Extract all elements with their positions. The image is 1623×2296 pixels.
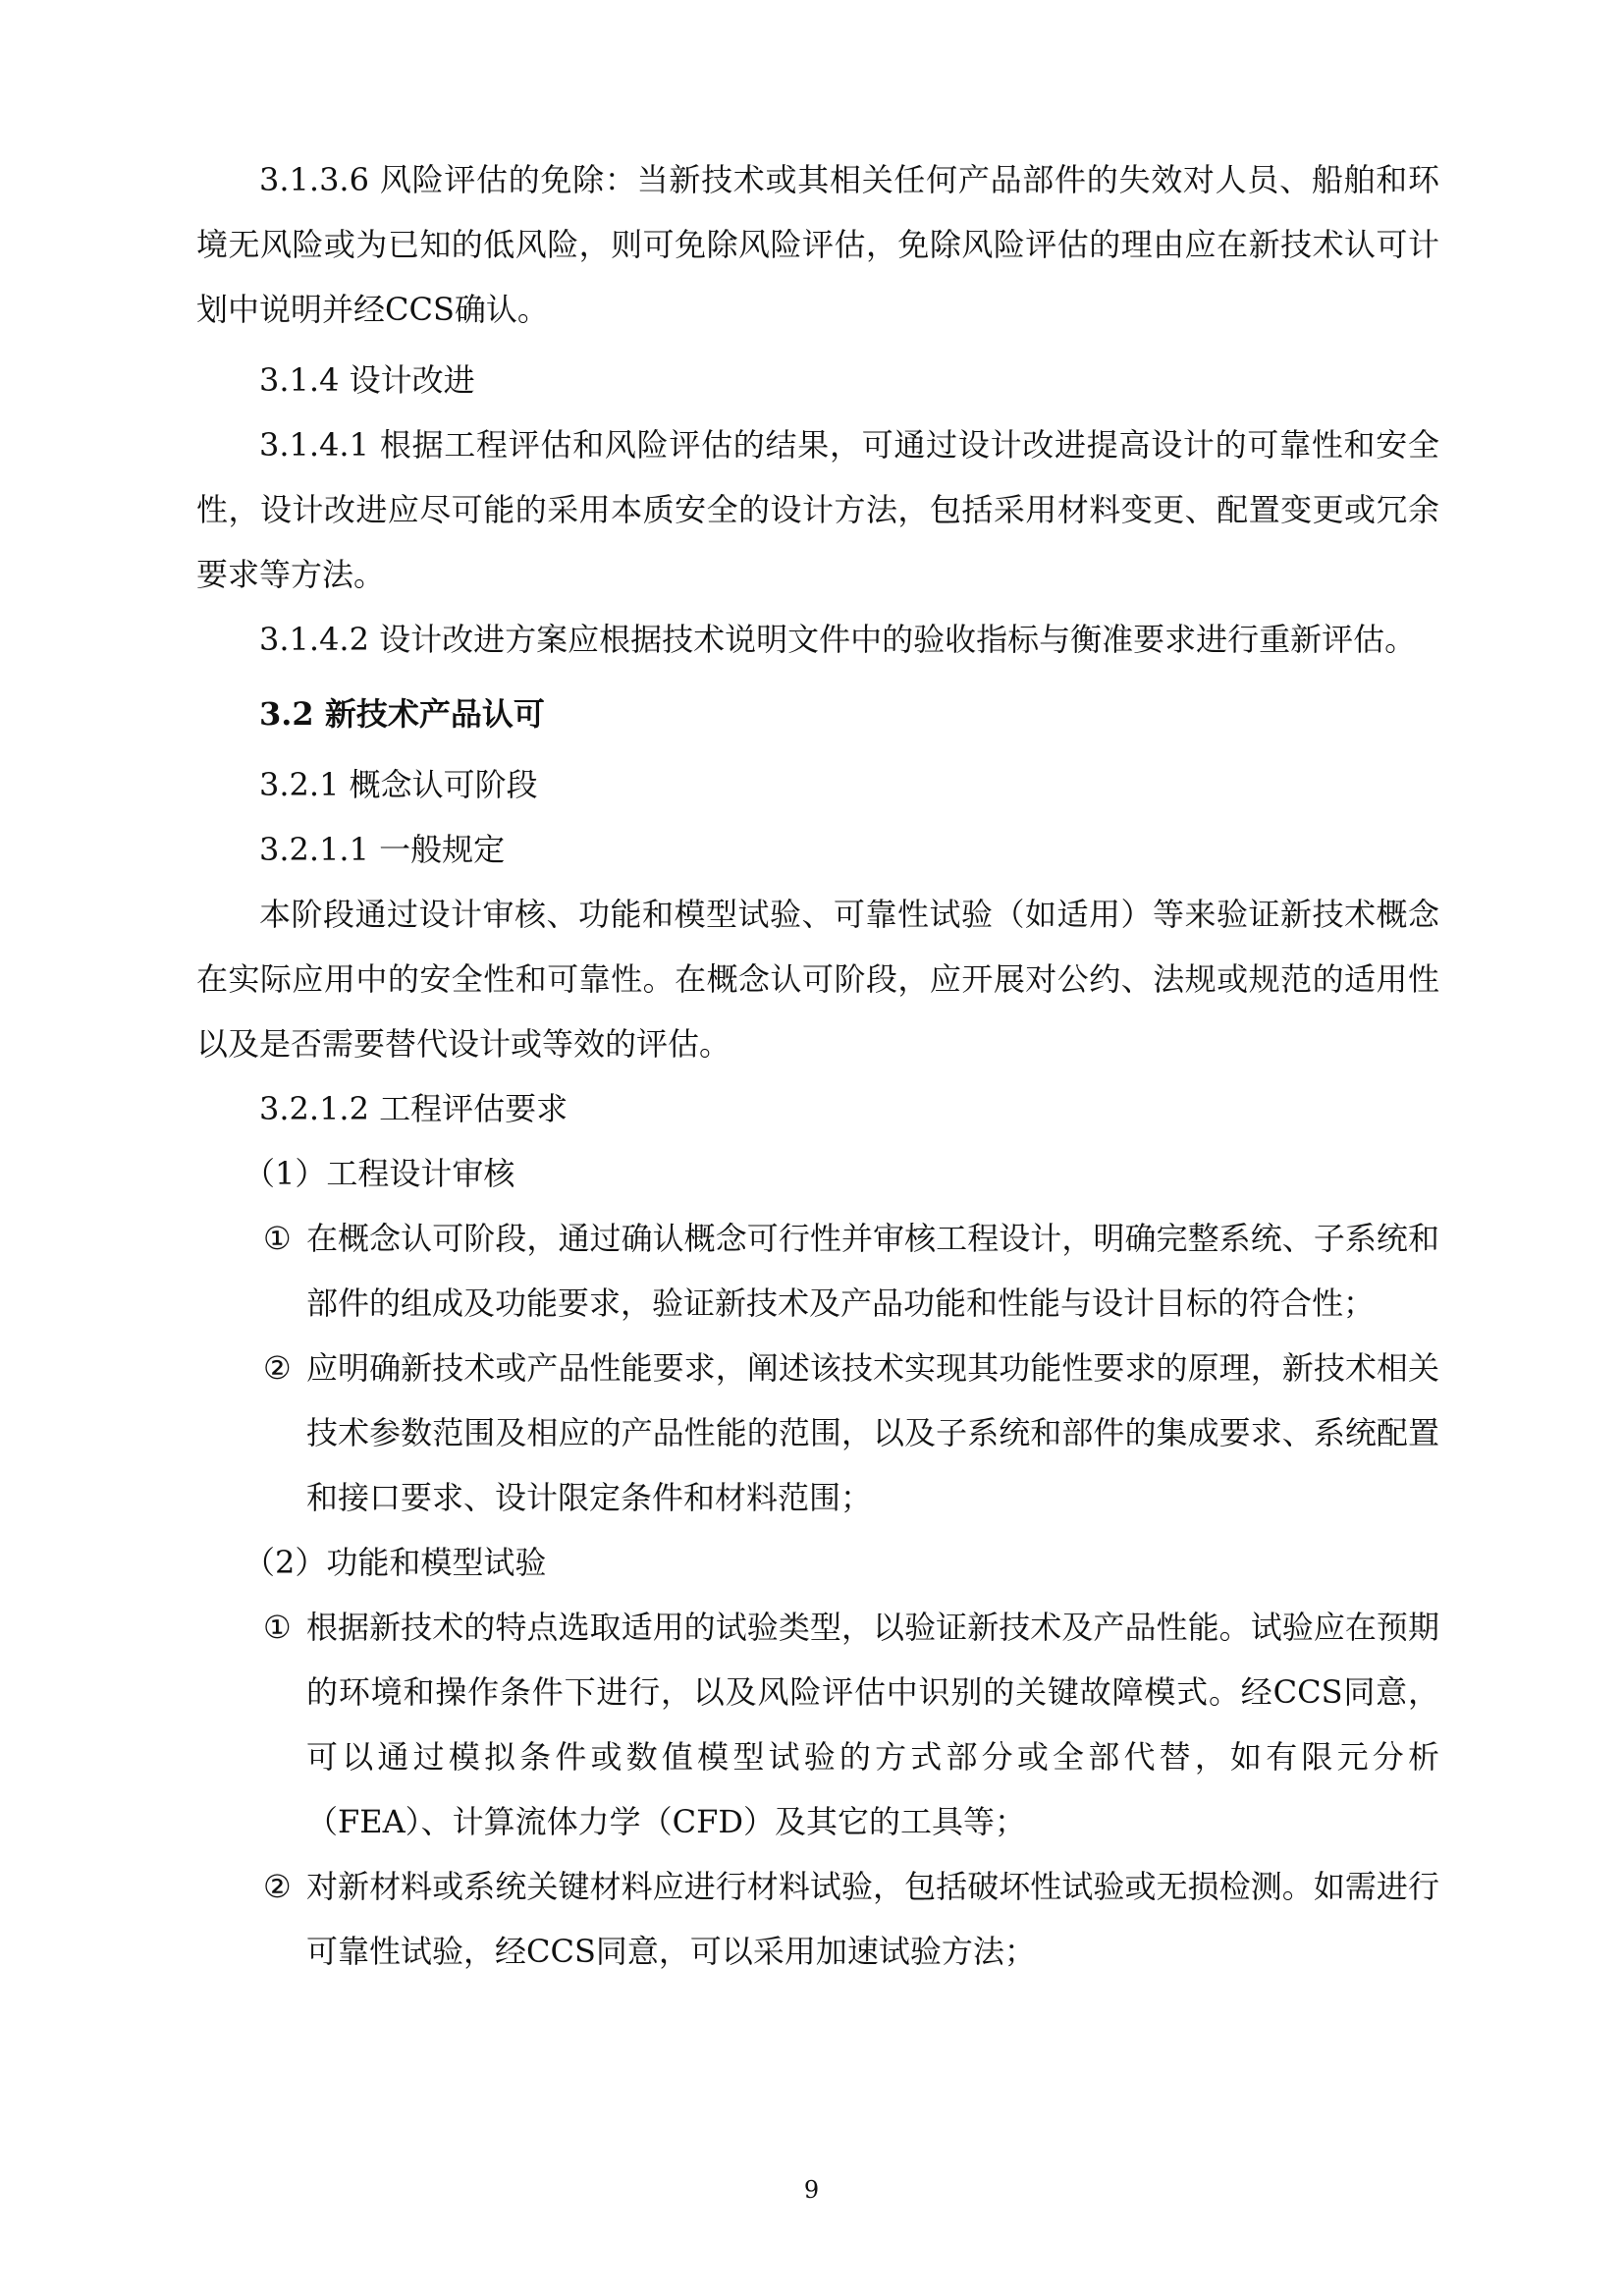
list-item	[196, 1336, 1439, 1530]
list-marker: ②	[263, 1349, 292, 1387]
page-content	[196, 147, 1439, 1984]
list-item-text: 在概念认可阶段，通过确认概念可行性并审核工程设计，明确完整系统、子系统和部件的组成及功能要求，验证新技术及产品功能和性能与设计目标的符合性；	[306, 1220, 1439, 1322]
list-item	[196, 1595, 1439, 1854]
paragraph-3-1-3-6: 3.1.3.6 风险评估的免除：当新技术或其相关任何产品部件的失效对人员、船舶和环境无风险或为已知的低风险，则可免除风险评估，免除风险评估的理由应在新技术认可计划中说明并经CCS确认。	[196, 161, 1439, 328]
list-item-text: 根据新技术的特点选取适用的试验类型，以验证新技术及产品性能。试验应在预期的环境和操作条件下进行，以及风险评估中识别的关键故障模式。经CCS同意，可以通过模拟条件或数值模型试验的方式部分或全部代替，如有限元分析（FEA）、计算流体力学（CFD）及其它的工具等；	[306, 1609, 1439, 1840]
list-item-text: 对新材料或系统关键材料应进行材料试验，包括破坏性试验或无损检测。如需进行可靠性试验，经CCS同意，可以采用加速试验方法；	[306, 1868, 1439, 1970]
section-3-2-heading: 3.2 新技术产品认可	[259, 695, 545, 733]
list-marker: ②	[263, 1868, 292, 1905]
item-function-model-tests: （2）功能和模型试验	[243, 1544, 547, 1581]
list-marker: ①	[263, 1220, 292, 1257]
section-3-2-1-1-title: 3.2.1.1 一般规定	[259, 831, 506, 868]
section-3-1-4-title: 3.1.4 设计改进	[259, 361, 475, 399]
list-item	[196, 1206, 1439, 1336]
list-marker: ①	[263, 1609, 292, 1646]
list-item-text: 应明确新技术或产品性能要求，阐述该技术实现其功能性要求的原理，新技术相关技术参数范围及相应的产品性能的范围，以及子系统和部件的集成要求、系统配置和接口要求、设计限定条件和材料范围；	[306, 1349, 1439, 1516]
paragraph-3-1-4-2: 3.1.4.2 设计改进方案应根据技术说明文件中的验收指标与衡准要求进行重新评估。	[259, 621, 1417, 658]
section-3-2-1-title: 3.2.1 概念认可阶段	[259, 766, 538, 803]
paragraph-3-1-4-1: 3.1.4.1 根据工程评估和风险评估的结果，可通过设计改进提高设计的可靠性和安全性，设计改进应尽可能的采用本质安全的设计方法，包括采用材料变更、配置变更或冗余要求等方法。	[196, 426, 1439, 593]
paragraph-concept-stage: 本阶段通过设计审核、功能和模型试验、可靠性试验（如适用）等来验证新技术概念在实际应用中的安全性和可靠性。在概念认可阶段，应开展对公约、法规或规范的适用性以及是否需要替代设计或等效的评估。	[196, 896, 1439, 1063]
list-item	[196, 1854, 1439, 1984]
item-engineering-design-review: （1）工程设计审核	[243, 1155, 515, 1192]
section-3-2-1-2-title: 3.2.1.2 工程评估要求	[259, 1090, 568, 1127]
page-number: 9	[803, 2176, 820, 2204]
